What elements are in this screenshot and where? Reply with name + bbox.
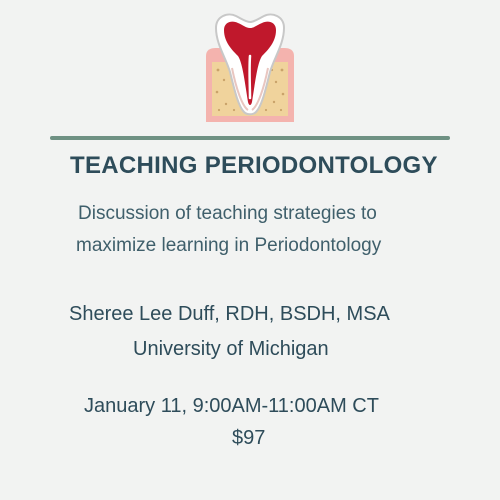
session-description-line-1: Discussion of teaching strategies to: [78, 203, 377, 224]
session-title: TEACHING PERIODONTOLOGY: [70, 152, 438, 179]
presenter-name: Sheree Lee Duff, RDH, BSDH, MSA: [69, 303, 390, 325]
tooth-in-gum-icon: [202, 10, 298, 126]
section-divider: [50, 136, 450, 140]
session-price: $97: [232, 427, 266, 449]
session-description-line-2: maximize learning in Periodontology: [76, 235, 382, 256]
presenter-institution: University of Michigan: [133, 338, 329, 360]
session-date-time: January 11, 9:00AM-11:00AM CT: [84, 395, 379, 417]
